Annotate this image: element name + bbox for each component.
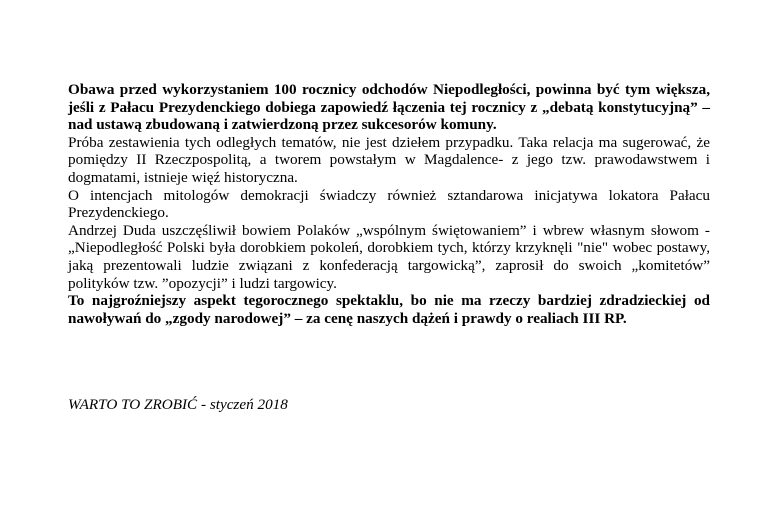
paragraph-comparison: Próba zestawienia tych odległych tematów, nie jest dziełem przypadku. Taka relacja ma sugerować, że pomiędzy II Rzeczpospolitą, a tworem powstałym w Magdalence- z jego tzw. prawodawstwem i dogmatami, istnieje więź historyczna. [68,133,710,186]
paragraph-duda: Andrzej Duda uszczęśliwił bowiem Polaków „wspólnym świętowaniem” i wbrew własnym słowom - „Niepodległość Polski była dorobkiem pokoleń, dorobkiem tych, którzy krzyknęli "nie" wobec postawy, jaką prezentowali ludzie związani z konfederacją targowicką”, zaprosił do swoich „komitetów” polityków tzw. ”opozycji” i ludzi targowicy. [68,221,710,292]
paragraph-intentions: O intencjach mitologów demokracji świadczy również sztandarowa inicjatywa lokatora Pałacu Prezydenckiego. [68,186,710,222]
article-body [68,81,710,327]
signature-line: WARTO TO ZROBIĆ - styczeń 2018 [68,396,288,413]
paragraph-intro-bold: Obawa przed wykorzystaniem 100 rocznicy odchodów Niepodległości, powinna być tym większa, jeśli z Pałacu Prezydenckiego dobiega zapowiedź łączenia tej rocznicy z „debatą konstytucyjną” – nad ustawą zbudowaną i zatwierdzoną przez sukcesorów komuny. [68,81,710,134]
paragraph-conclusion-bold: To najgroźniejszy aspekt tegorocznego spektaklu, bo nie ma rzeczy bardziej zdradzieckiej od nawoływań do „zgody narodowej” – za cenę naszych dążeń i prawdy o realiach III RP. [68,292,710,327]
